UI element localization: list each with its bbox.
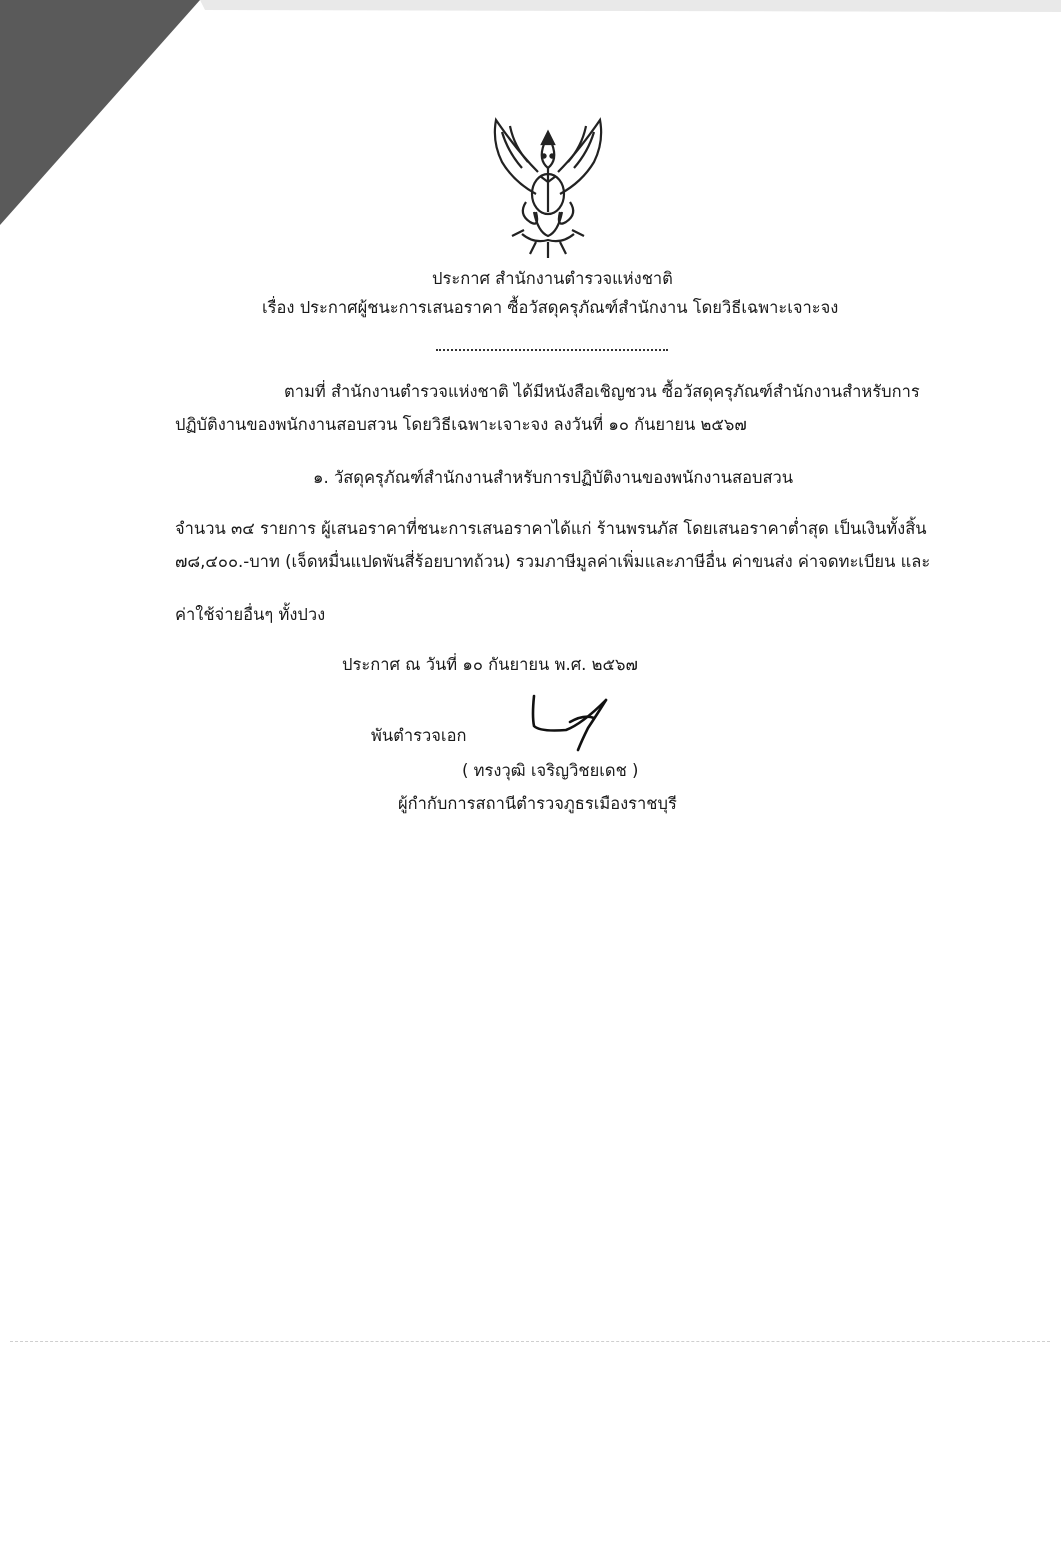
paragraph-1-line-1: ตามที่ สำนักงานตำรวจแห่งชาติ ได้มีหนังสือเชิญชวน ซื้อวัสดุครุภัณฑ์สำนักงานสำหรับการ — [284, 382, 920, 401]
garuda-emblem-icon — [478, 112, 618, 262]
paragraph-2-line-2: ๗๘,๔๐๐.-บาท (เจ็ดหมื่นแปดพันสี่ร้อยบาทถ้วน) รวมภาษีมูลค่าเพิ่มและภาษีอื่น ค่าขนส่ง ค่าจดทะเบียน และ — [175, 552, 931, 571]
officer-position: ผู้กำกับการสถานีตำรวจภูธรเมืองราชบุรี — [398, 794, 677, 813]
divider-dotted-line — [436, 349, 668, 351]
officer-name: ( ทรงวุฒิ เจริญวิชยเดช ) — [462, 761, 639, 780]
paragraph-2-line-1: จำนวน ๓๔ รายการ ผู้เสนอราคาที่ชนะการเสนอราคาได้แก่ ร้านพรนภัส โดยเสนอราคาต่ำสุด เป็นเงินทั้งสิ้น — [175, 519, 927, 538]
paragraph-2-line-3: ค่าใช้จ่ายอื่นๆ ทั้งปวง — [175, 605, 326, 624]
paragraph-1-line-2: ปฏิบัติงานของพนักงานสอบสวน โดยวิธีเฉพาะเจาะจง ลงวันที่ ๑๐ กันยายน ๒๕๖๗ — [175, 415, 747, 434]
announcement-title: ประกาศ สำนักงานตำรวจแห่งชาติ — [432, 269, 673, 288]
announcement-subject: เรื่อง ประกาศผู้ชนะการเสนอราคา ซื้อวัสดุครุภัณฑ์สำนักงาน โดยวิธีเฉพาะเจาะจง — [262, 298, 839, 317]
signature-mark — [522, 692, 622, 754]
announce-date: ประกาศ ณ วันที่ ๑๐ กันยายน พ.ศ. ๒๕๖๗ — [342, 655, 638, 674]
scan-artifact-line — [10, 1341, 1050, 1342]
item-heading: ๑. วัสดุครุภัณฑ์สำนักงานสำหรับการปฏิบัติงานของพนักงานสอบสวน — [313, 468, 794, 487]
officer-rank: พันตำรวจเอก — [371, 726, 467, 745]
